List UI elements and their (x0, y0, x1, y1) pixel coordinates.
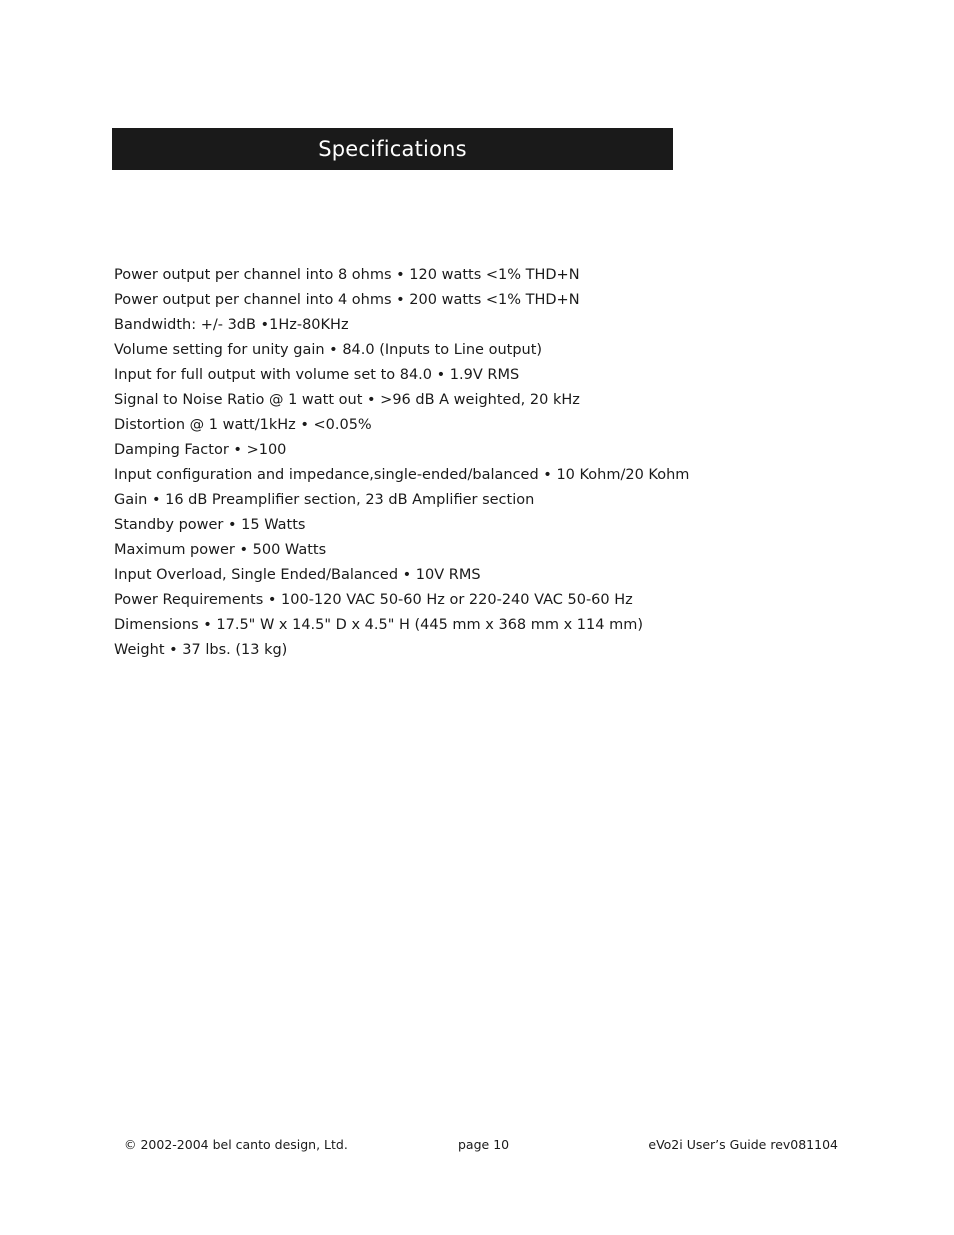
spec-item: Standby power • 15 Watts (114, 517, 306, 533)
spec-item: Weight • 37 lbs. (13 kg) (114, 642, 288, 658)
spec-item: Power output per channel into 8 ohms • 120 watts <1% THD+N (114, 267, 580, 283)
spec-item: Input configuration and impedance,single-ended/balanced • 10 Kohm/20 Kohm (114, 467, 690, 483)
spec-item: Signal to Noise Ratio @ 1 watt out • >96 dB A weighted, 20 kHz (114, 392, 580, 408)
spec-item: Volume setting for unity gain • 84.0 (Inputs to Line output) (114, 342, 543, 358)
section-title-bar (112, 128, 673, 170)
spec-item: Dimensions • 17.5" W x 14.5" D x 4.5" H (445 mm x 368 mm x 114 mm) (114, 617, 643, 633)
footer-page-number: page 10 (458, 1137, 510, 1152)
footer-guide-revision: eVo2i User’s Guide rev081104 (648, 1137, 838, 1152)
spec-item: Input for full output with volume set to 84.0 • 1.9V RMS (114, 367, 520, 383)
spec-item: Damping Factor • >100 (114, 442, 287, 458)
spec-item: Bandwidth: +/- 3dB •1Hz-80KHz (114, 317, 349, 333)
page-title: Specifications (318, 137, 467, 161)
footer-copyright: © 2002-2004 bel canto design, Ltd. (124, 1137, 348, 1152)
spec-item: Power output per channel into 4 ohms • 200 watts <1% THD+N (114, 292, 580, 308)
spec-item: Power Requirements • 100-120 VAC 50-60 Hz or 220-240 VAC 50-60 Hz (114, 592, 633, 608)
specifications-list (114, 263, 714, 663)
spec-item: Distortion @ 1 watt/1kHz • <0.05% (114, 417, 372, 433)
spec-item: Input Overload, Single Ended/Balanced • 10V RMS (114, 567, 481, 583)
spec-item: Gain • 16 dB Preamplifier section, 23 dB Amplifier section (114, 492, 535, 508)
spec-item: Maximum power • 500 Watts (114, 542, 327, 558)
